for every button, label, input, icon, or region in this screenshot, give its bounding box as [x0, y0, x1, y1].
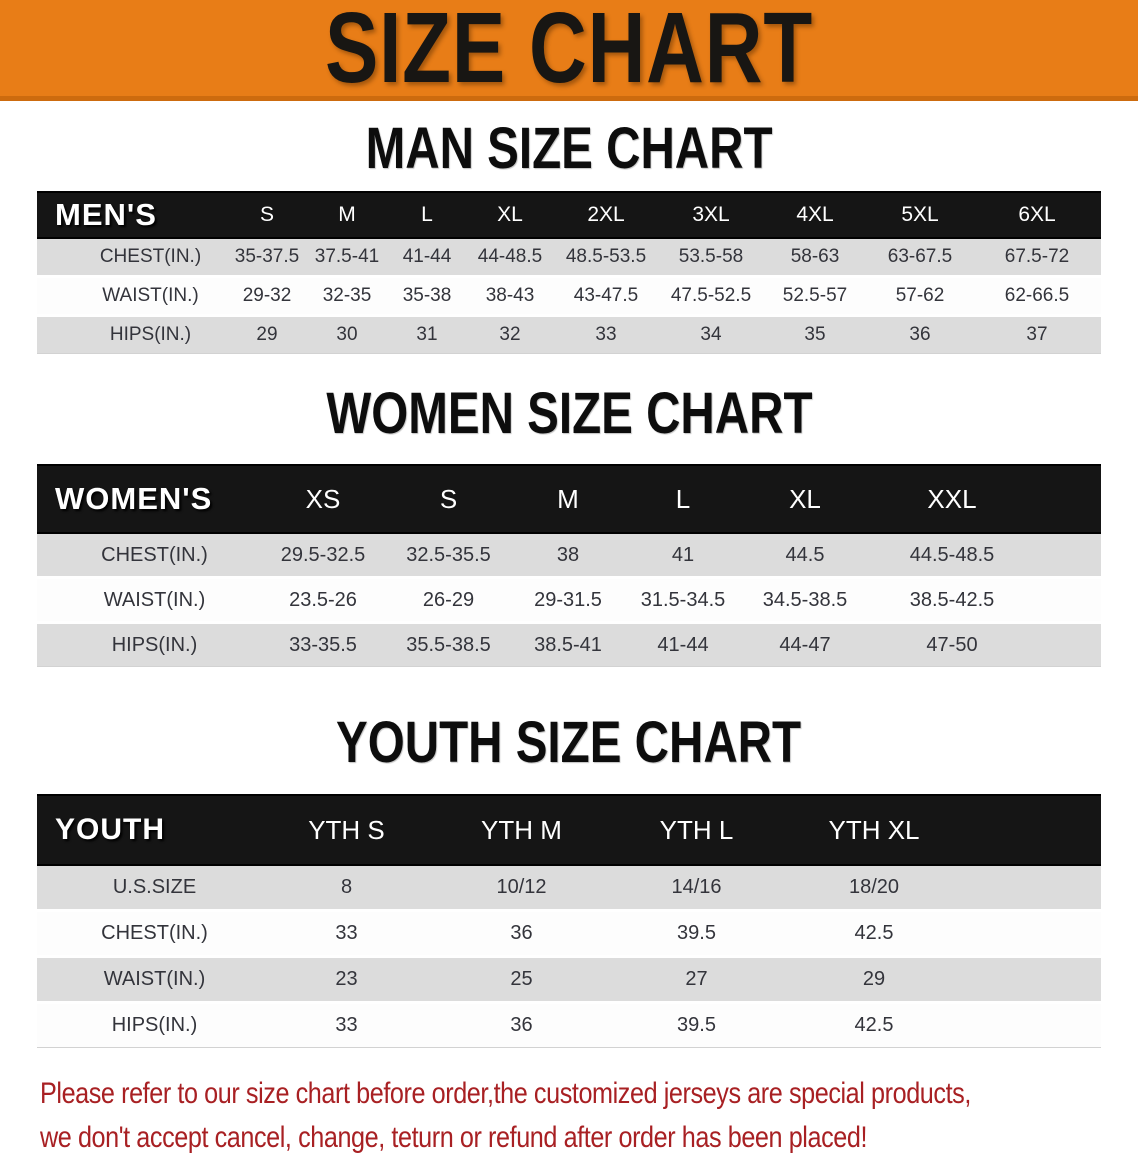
women-corner-label: WOMEN'S: [37, 464, 259, 534]
men-chest-in-m: 37.5-41: [307, 239, 387, 278]
women-row-spacer: [1034, 534, 1101, 579]
women-row-spacer: [1034, 579, 1101, 624]
women-size-header-m: M: [510, 464, 626, 534]
youth-waist-in-yth-m: 25: [434, 958, 609, 1004]
men-size-header-xl: XL: [467, 191, 553, 239]
men-hips-in-5xl: 36: [867, 317, 973, 354]
disclaimer-note: [40, 1072, 1138, 1160]
women-size-header-s: S: [387, 464, 510, 534]
youth-row-label-waist-in: WAIST(IN.): [37, 958, 259, 1004]
youth-row-spacer: [964, 866, 1101, 912]
youth-waist-in-yth-s: 23: [259, 958, 434, 1004]
men-size-header-m: M: [307, 191, 387, 239]
youth-hips-in-yth-xl: 42.5: [784, 1004, 964, 1048]
men-waist-in-s: 29-32: [227, 278, 307, 317]
women-chest-in-xl: 44.5: [740, 534, 870, 579]
youth-row-chest-in: [37, 912, 1101, 958]
youth-header-row: [37, 794, 1101, 866]
men-size-header-l: L: [387, 191, 467, 239]
men-size-table: [37, 191, 1101, 354]
men-waist-in-6xl: 62-66.5: [973, 278, 1101, 317]
women-chest-in-s: 32.5-35.5: [387, 534, 510, 579]
men-waist-in-3xl: 47.5-52.5: [659, 278, 763, 317]
youth-row-spacer: [964, 912, 1101, 958]
men-waist-in-4xl: 52.5-57: [763, 278, 867, 317]
men-section: [0, 101, 1138, 354]
youth-waist-in-yth-xl: 29: [784, 958, 964, 1004]
youth-header-spacer: [964, 794, 1101, 866]
youth-section-title-wrap: [0, 667, 1138, 775]
men-hips-in-xl: 32: [467, 317, 553, 354]
youth-row-hips-in: [37, 1004, 1101, 1048]
men-waist-in-xl: 38-43: [467, 278, 553, 317]
youth-section: [0, 667, 1138, 1048]
youth-hips-in-yth-s: 33: [259, 1004, 434, 1048]
women-waist-in-s: 26-29: [387, 579, 510, 624]
women-waist-in-xs: 23.5-26: [259, 579, 387, 624]
youth-u-s-size-yth-l: 14/16: [609, 866, 784, 912]
youth-size-header-yth-m: YTH M: [434, 794, 609, 866]
men-corner-label: MEN'S: [37, 191, 227, 239]
youth-chest-in-yth-xl: 42.5: [784, 912, 964, 958]
women-waist-in-xl: 34.5-38.5: [740, 579, 870, 624]
youth-row-label-hips-in: HIPS(IN.): [37, 1004, 259, 1048]
women-header-spacer: [1034, 464, 1101, 534]
men-size-header-4xl: 4XL: [763, 191, 867, 239]
women-row-label-waist-in: WAIST(IN.): [37, 579, 259, 624]
women-size-header-xxl: XXL: [870, 464, 1034, 534]
youth-hips-in-yth-m: 36: [434, 1004, 609, 1048]
women-hips-in-xl: 44-47: [740, 624, 870, 667]
men-row-label-hips-in: HIPS(IN.): [37, 317, 227, 354]
youth-size-header-yth-l: YTH L: [609, 794, 784, 866]
youth-row-waist-in: [37, 958, 1101, 1004]
youth-chest-in-yth-s: 33: [259, 912, 434, 958]
youth-u-s-size-yth-xl: 18/20: [784, 866, 964, 912]
women-size-header-l: L: [626, 464, 740, 534]
youth-row-label-u-s-size: U.S.SIZE: [37, 866, 259, 912]
men-row-chest-in: [37, 239, 1101, 278]
women-size-header-xl: XL: [740, 464, 870, 534]
women-row-hips-in: [37, 624, 1101, 667]
men-section-title-wrap: [0, 101, 1138, 181]
women-section-title: WOMEN SIZE CHART: [325, 381, 813, 446]
men-section-title: MAN SIZE CHART: [365, 116, 773, 181]
men-hips-in-l: 31: [387, 317, 467, 354]
youth-section-title: YOUTH SIZE CHART: [336, 710, 802, 775]
women-header-row: [37, 464, 1101, 534]
youth-size-header-yth-s: YTH S: [259, 794, 434, 866]
men-chest-in-s: 35-37.5: [227, 239, 307, 278]
men-row-label-chest-in: CHEST(IN.): [37, 239, 227, 278]
youth-u-s-size-yth-s: 8: [259, 866, 434, 912]
women-row-label-hips-in: HIPS(IN.): [37, 624, 259, 667]
men-hips-in-m: 30: [307, 317, 387, 354]
youth-u-s-size-yth-m: 10/12: [434, 866, 609, 912]
youth-row-label-chest-in: CHEST(IN.): [37, 912, 259, 958]
women-row-label-chest-in: CHEST(IN.): [37, 534, 259, 579]
men-hips-in-6xl: 37: [973, 317, 1101, 354]
men-chest-in-5xl: 63-67.5: [867, 239, 973, 278]
men-waist-in-2xl: 43-47.5: [553, 278, 659, 317]
women-section: [0, 354, 1138, 667]
youth-hips-in-yth-l: 39.5: [609, 1004, 784, 1048]
women-row-spacer: [1034, 624, 1101, 667]
banner: [0, 0, 1138, 104]
men-hips-in-3xl: 34: [659, 317, 763, 354]
youth-chest-in-yth-l: 39.5: [609, 912, 784, 958]
women-chest-in-xs: 29.5-32.5: [259, 534, 387, 579]
men-row-label-waist-in: WAIST(IN.): [37, 278, 227, 317]
women-hips-in-s: 35.5-38.5: [387, 624, 510, 667]
banner-title: SIZE CHART: [325, 0, 813, 104]
women-waist-in-l: 31.5-34.5: [626, 579, 740, 624]
men-size-header-5xl: 5XL: [867, 191, 973, 239]
men-size-header-2xl: 2XL: [553, 191, 659, 239]
women-waist-in-m: 29-31.5: [510, 579, 626, 624]
note-line-1: Please refer to our size chart before order,the customized jerseys are special products,: [40, 1077, 971, 1110]
men-waist-in-l: 35-38: [387, 278, 467, 317]
women-size-header-xs: XS: [259, 464, 387, 534]
women-waist-in-xxl: 38.5-42.5: [870, 579, 1034, 624]
men-chest-in-2xl: 48.5-53.5: [553, 239, 659, 278]
men-hips-in-2xl: 33: [553, 317, 659, 354]
women-hips-in-m: 38.5-41: [510, 624, 626, 667]
men-chest-in-6xl: 67.5-72: [973, 239, 1101, 278]
men-size-header-s: S: [227, 191, 307, 239]
youth-size-header-yth-xl: YTH XL: [784, 794, 964, 866]
women-hips-in-l: 41-44: [626, 624, 740, 667]
youth-row-spacer: [964, 1004, 1101, 1048]
youth-chest-in-yth-m: 36: [434, 912, 609, 958]
women-section-title-wrap: [0, 354, 1138, 446]
men-size-header-6xl: 6XL: [973, 191, 1101, 239]
women-row-waist-in: [37, 579, 1101, 624]
women-hips-in-xs: 33-35.5: [259, 624, 387, 667]
men-header-row: [37, 191, 1101, 239]
men-row-hips-in: [37, 317, 1101, 354]
youth-waist-in-yth-l: 27: [609, 958, 784, 1004]
note-line-2: we don't accept cancel, change, teturn or refund after order has been placed!: [40, 1121, 868, 1154]
women-chest-in-m: 38: [510, 534, 626, 579]
women-hips-in-xxl: 47-50: [870, 624, 1034, 667]
youth-corner-label: YOUTH: [37, 794, 259, 866]
women-row-chest-in: [37, 534, 1101, 579]
youth-row-spacer: [964, 958, 1101, 1004]
men-chest-in-4xl: 58-63: [763, 239, 867, 278]
youth-size-table: [37, 794, 1101, 1048]
women-chest-in-l: 41: [626, 534, 740, 579]
women-size-table: [37, 464, 1101, 667]
men-hips-in-s: 29: [227, 317, 307, 354]
men-chest-in-l: 41-44: [387, 239, 467, 278]
men-size-header-3xl: 3XL: [659, 191, 763, 239]
men-hips-in-4xl: 35: [763, 317, 867, 354]
women-chest-in-xxl: 44.5-48.5: [870, 534, 1034, 579]
men-row-waist-in: [37, 278, 1101, 317]
men-waist-in-m: 32-35: [307, 278, 387, 317]
men-chest-in-xl: 44-48.5: [467, 239, 553, 278]
youth-row-u-s-size: [37, 866, 1101, 912]
men-waist-in-5xl: 57-62: [867, 278, 973, 317]
men-chest-in-3xl: 53.5-58: [659, 239, 763, 278]
